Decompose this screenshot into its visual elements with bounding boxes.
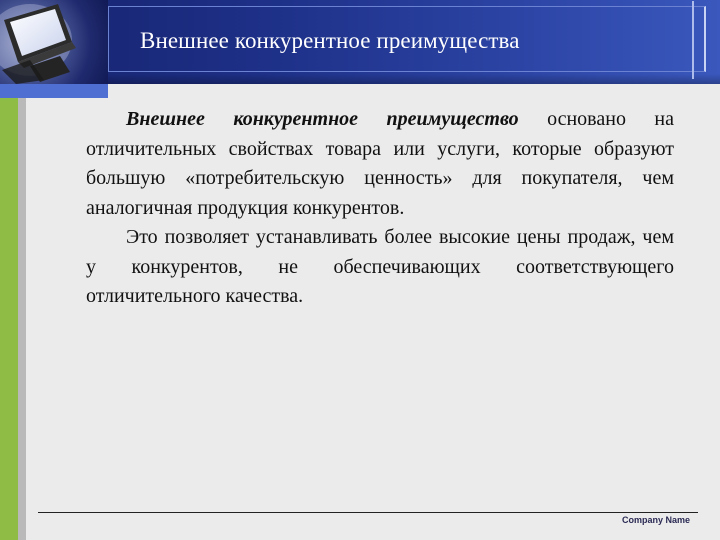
footer-company-name: Company Name (621, 515, 690, 525)
monitor-icon (0, 0, 108, 84)
footer-divider (38, 512, 698, 513)
paragraph-2: Это позволяет устанавливать более высокие цены продаж, чем у конкурентов, не обеспечивающих соответствующего отличительного качества. (86, 226, 674, 307)
term-emphasis: Внешнее конкурентное преимущество (126, 108, 519, 130)
accent-bar-green (0, 98, 18, 540)
paragraph-1-text: основано на отличительных свойствах товара или услуги, которые образуют большую «потребительскую ценность» для покупателя, чем аналогичная продукция конкурентов. (86, 108, 674, 219)
body-text (86, 105, 674, 312)
paragraph-1 (86, 105, 674, 223)
logo-image (0, 0, 108, 84)
slide-title: Внешнее конкурентное преимущества (140, 28, 520, 53)
accent-bar-gray (18, 98, 26, 540)
accent-strip-blue (0, 84, 108, 98)
